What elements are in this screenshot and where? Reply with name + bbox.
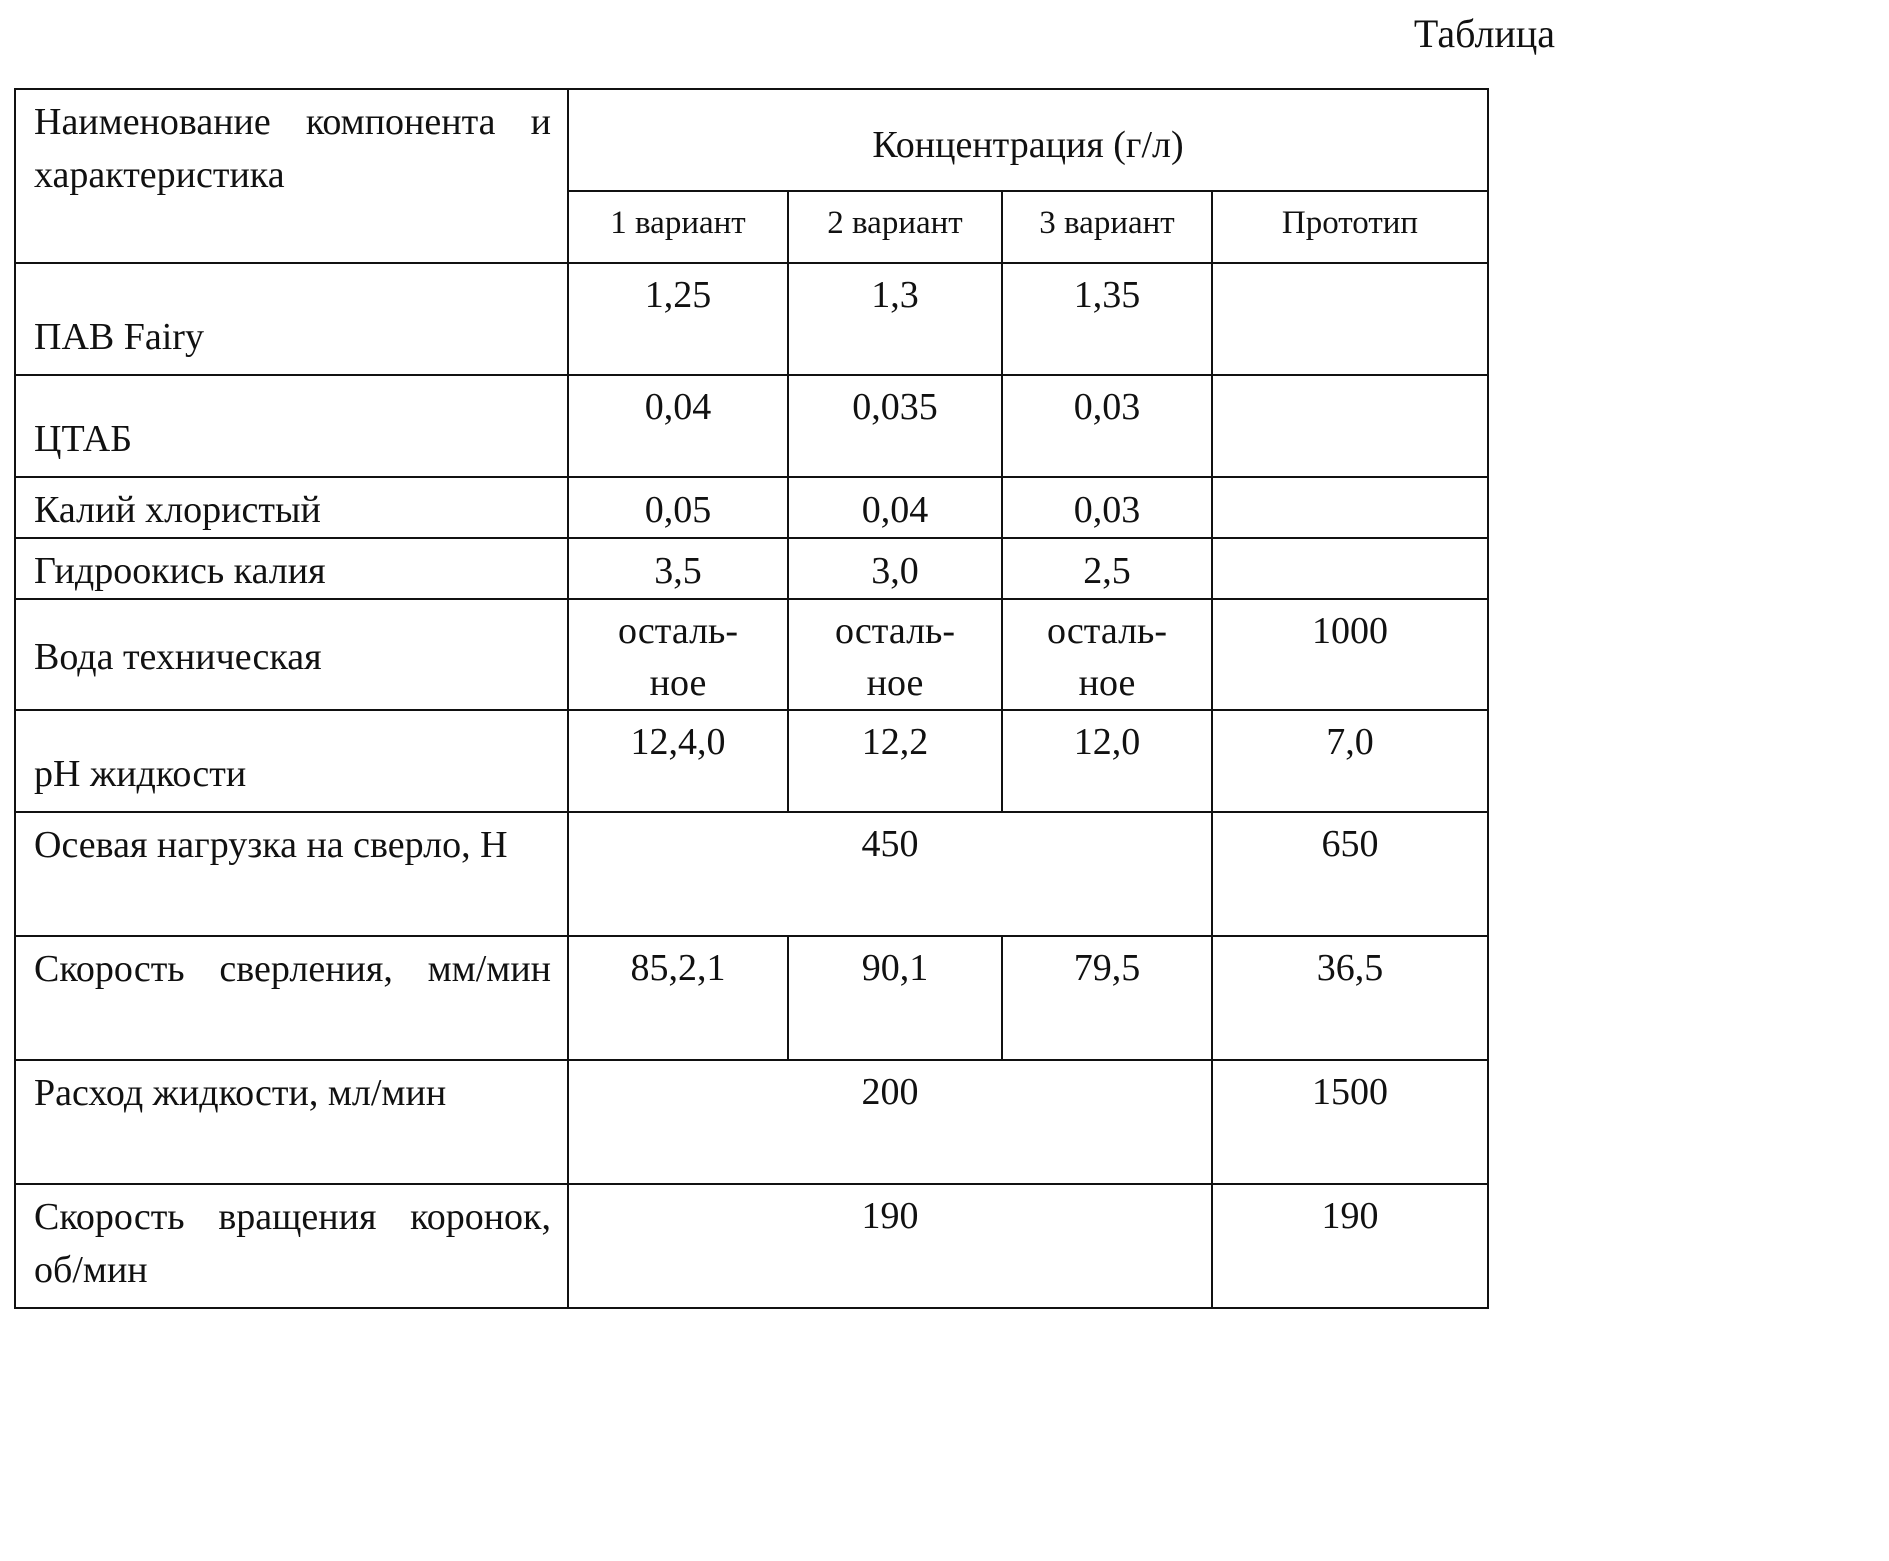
merged-cell: 190 (568, 1184, 1212, 1308)
table-cell (1212, 263, 1488, 375)
merged-cell: 200 (568, 1060, 1212, 1184)
table-row (15, 599, 1488, 710)
table-row (15, 710, 1488, 812)
table-caption: Таблица (1413, 11, 1555, 56)
row-label: Вода техническая (15, 599, 568, 710)
table-cell: 36,5 (1212, 936, 1488, 1060)
table-row (15, 375, 1488, 477)
row-label: Гидроокись калия (15, 538, 568, 599)
table-cell: 190 (1212, 1184, 1488, 1308)
row-label: ЦТАБ (15, 375, 568, 477)
table-row (15, 1060, 1488, 1184)
table-cell (1212, 538, 1488, 599)
table-cell: 1000 (1212, 599, 1488, 710)
column-header: 2 вариант (788, 191, 1002, 263)
table-row (15, 477, 1488, 538)
table-row (15, 1184, 1488, 1308)
table-cell: 85,2,1 (568, 936, 788, 1060)
table-cell: осталь-ное (788, 599, 1002, 710)
header-concentration-cell (568, 89, 1488, 191)
table-cell: 0,03 (1002, 477, 1212, 538)
table-cell (1212, 477, 1488, 538)
header-component-cell (15, 89, 568, 263)
column-header: 3 вариант (1002, 191, 1212, 263)
column-header: 1 вариант (568, 191, 788, 263)
table-cell: 0,05 (568, 477, 788, 538)
row-label-line1 (34, 943, 551, 996)
table-cell: 12,0 (1002, 710, 1212, 812)
header-concentration-label: Концентрация (г/л) (872, 124, 1184, 166)
row-label: ПАВ Fairy (15, 263, 568, 375)
header-row (15, 89, 1488, 191)
table-cell: 1,35 (1002, 263, 1212, 375)
table-cell: 0,04 (788, 477, 1002, 538)
table-row (15, 263, 1488, 375)
table-cell: 0,03 (1002, 375, 1212, 477)
table-cell: осталь-ное (1002, 599, 1212, 710)
header-component-label: Наименование компонента и характеристика (34, 101, 551, 197)
table-cell: 2,5 (1002, 538, 1212, 599)
row-label: Калий хлористый (15, 477, 568, 538)
table-cell: 12,4,0 (568, 710, 788, 812)
row-label: Скорость вращения коронок, об/мин (15, 1184, 568, 1308)
row-label: pH жидкости (15, 710, 568, 812)
concentration-table (14, 88, 1489, 1309)
table-cell (1212, 375, 1488, 477)
table-row (15, 936, 1488, 1060)
table-row (15, 538, 1488, 599)
table-cell: 0,04 (568, 375, 788, 477)
merged-cell: 450 (568, 812, 1212, 936)
table-cell: 12,2 (788, 710, 1002, 812)
column-header: Прототип (1212, 191, 1488, 263)
table-row (15, 812, 1488, 936)
table-cell: 1500 (1212, 1060, 1488, 1184)
table-cell: 90,1 (788, 936, 1002, 1060)
table-cell: осталь-ное (568, 599, 788, 710)
table-cell: 1,3 (788, 263, 1002, 375)
table-cell: 3,5 (568, 538, 788, 599)
row-label (15, 936, 568, 1060)
table-cell: 0,035 (788, 375, 1002, 477)
table-cell: 1,25 (568, 263, 788, 375)
table-cell: 79,5 (1002, 936, 1212, 1060)
table-cell: 3,0 (788, 538, 1002, 599)
table-cell: 7,0 (1212, 710, 1488, 812)
row-label-text: Скорость сверления, мм/мин (34, 947, 551, 990)
table-cell: 650 (1212, 812, 1488, 936)
row-label: Осевая нагрузка на сверло, Н (15, 812, 568, 936)
row-label: Расход жидкости, мл/мин (15, 1060, 568, 1184)
